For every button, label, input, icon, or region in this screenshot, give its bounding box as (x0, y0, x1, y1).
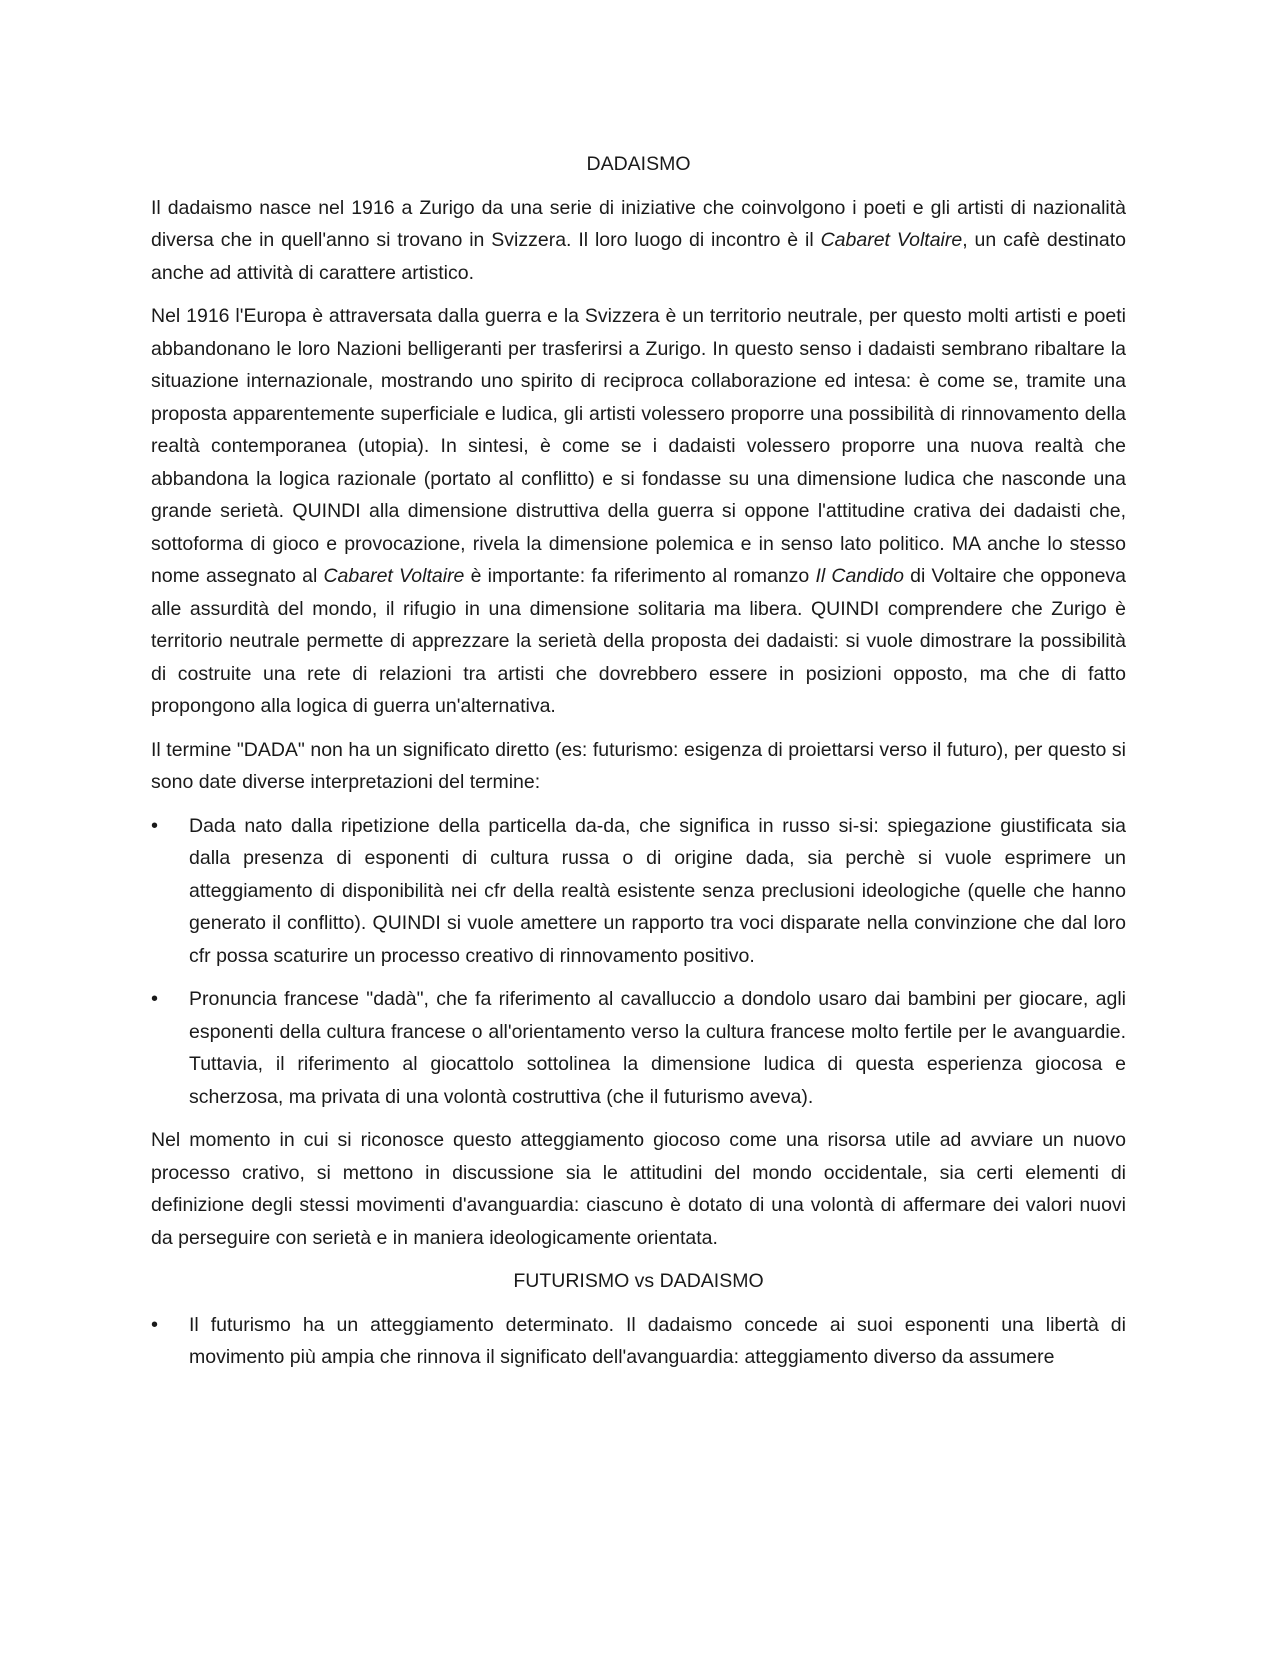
list-item-text: Pronuncia francese "dadà", che fa riferimento al cavalluccio a dondolo usaro dai bambini per giocare, agli esponenti della cultura francese o all'orientamento verso la cultura francese molto fertile per le avanguardie. Tuttavia, il riferimento al giocattolo sottolinea la dimensione ludica di questa esperienza giocosa e scherzosa, ma privata di una volontà costruttiva (che il futurismo aveva). (189, 988, 1126, 1108)
list-item (151, 810, 1126, 973)
list-item (151, 983, 1126, 1113)
document-page (151, 148, 1126, 1385)
italic-text: Il Candido (815, 565, 904, 587)
bullet-icon (151, 810, 171, 843)
interpretation-list (151, 810, 1126, 1114)
list-item-text: Il futurismo ha un atteggiamento determinato. Il dadaismo concede ai suoi esponenti una libertà di movimento più ampia che rinnova il significato dell'avanguardia: atteggiamento diverso da assumere (189, 1313, 1126, 1368)
bullet-icon (151, 1309, 171, 1342)
text-run: Il dadaismo nasce nel 1916 a Zurigo da una serie di iniziative che coinvolgono i poeti e gli artisti di nazionalità diversa che in quell'anno si trovano in Svizzera. Il loro luogo di incontro è il (151, 196, 1126, 251)
italic-text: Cabaret Voltaire (820, 229, 963, 251)
paragraph-intro (151, 192, 1126, 290)
italic-text: Cabaret Voltaire (323, 565, 465, 587)
paragraph-context (151, 300, 1126, 723)
text-run: , un cafè destinato anche ad attività di carattere artistico. (151, 229, 1126, 284)
text-run: di Voltaire che opponeva alle assurdità del mondo, il rifugio in una dimensione solitaria ma libera. QUINDI comprendere che Zurigo è territorio neutrale permette di apprezzare la serietà della proposta dei dadaisti: si vuole dimostrare la possibilità di costruite una rete di relazioni tra artisti che dovrebbero essere in posizioni opposto, ma che di fatto propongono alla logica di guerra un'alternativa. (151, 565, 1127, 717)
list-item (151, 1309, 1126, 1374)
text-run: è importante: fa riferimento al romanzo (464, 565, 816, 587)
text-run: Nel 1916 l'Europa è attraversata dalla guerra e la Svizzera è un territorio neutrale, per questo molti artisti e poeti abbandonano le loro Nazioni belligeranti per trasferirsi a Zurigo. In questo senso i dadaisti sembrano ribaltare la situazione internazionale, mostrando uno spirito di reciproca collaborazione ed intesa: è come se, tramite una proposta apparentemente superficiale e ludica, gli artisti volessero proporre una possibilità di rinnovamento della realtà contemporanea (utopia). In sintesi, è come se i dadaisti volessero proporre una nuova realtà che abbandona la logica razionale (portato al conflitto) e si fondasse su una dimensione ludica che nasconde una grande serietà. QUINDI alla dimensione distruttiva della guerra si oppone l'attitudine crativa dei dadaisti che, sottoforma di gioco e provocazione, rivela la dimensione polemica e in senso lato politico. MA anche lo stesso nome assegnato al (151, 305, 1126, 587)
list-item-text: Dada nato dalla ripetizione della particella da-da, che significa in russo si-si: spiegazione giustificata sia dalla presenza di esponenti di cultura russa o di origine dada, sia perchè si vuole esprimere un atteggiamento di disponibilità nei cfr della realtà esistente senza preclusioni ideologiche (quelle che hanno generato il conflitto). QUINDI si vuole amettere un rapporto tra voci disparate nella convinzione che dal loro cfr possa scaturire un processo creativo di rinnovamento positivo. (189, 814, 1126, 967)
bullet-icon (151, 983, 171, 1016)
comparison-list (151, 1309, 1126, 1374)
document-title: DADAISMO (586, 153, 691, 175)
paragraph-conclusion: Nel momento in cui si riconosce questo atteggiamento giocoso come una risorsa utile ad avviare un nuovo processo crativo, si mettono in discussione sia le attitudini del mondo occidentale, sia certi elementi di definizione degli stessi movimenti d'avanguardia: ciascuno è dotato di una volontà di affermare dei valori nuovi da perseguire con serietà e in maniera ideologicamente orientata. (151, 1129, 1126, 1249)
paragraph-term: Il termine "DADA" non ha un significato diretto (es: futurismo: esigenza di proiettarsi verso il futuro), per questo si sono date diverse interpretazioni del termine: (151, 738, 1126, 793)
section-subtitle: FUTURISMO vs DADAISMO (513, 1270, 764, 1292)
